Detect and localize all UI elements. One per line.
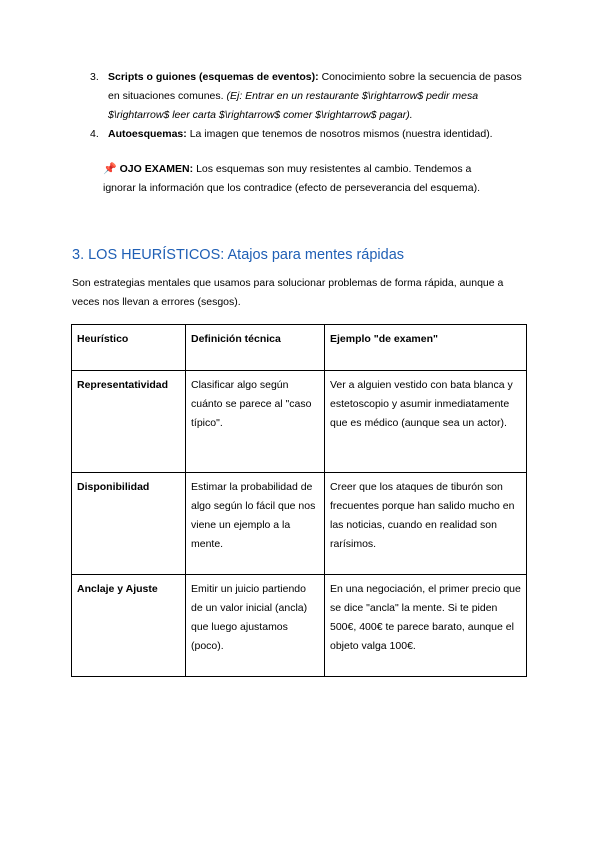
list-item-autoesquemas bbox=[90, 125, 530, 144]
example-cell: En una negociación, el primer precio que se dice "ancla" la mente. Si te piden 500€, 400€ te parece barato, aunque el objeto valga 100€. bbox=[325, 575, 527, 677]
table-row bbox=[72, 371, 527, 473]
exam-note-text: Los esquemas son muy resistentes al cambio. Tendemos a ignorar la información que los contradice (efecto de perseverancia del esquema). bbox=[103, 163, 481, 194]
heuristics-table bbox=[71, 324, 527, 677]
header-cell: Definición técnica bbox=[186, 325, 325, 371]
definition-cell: Clasificar algo según cuánto se parece al "caso típico". bbox=[186, 371, 325, 473]
pushpin-icon: 📌 bbox=[103, 163, 117, 175]
definition-cell: Emitir un juicio partiendo de un valor inicial (ancla) que luego ajustamos (poco). bbox=[186, 575, 325, 677]
list-item-title: Scripts o guiones (esquemas de eventos): bbox=[108, 71, 319, 83]
table-header-row bbox=[72, 325, 527, 371]
header-cell: Ejemplo "de examen" bbox=[325, 325, 527, 371]
heuristic-name-cell: Representatividad bbox=[72, 371, 186, 473]
table-row bbox=[72, 575, 527, 677]
list-number: 4. bbox=[90, 128, 99, 140]
exam-note bbox=[103, 160, 503, 198]
list-number: 3. bbox=[90, 71, 99, 83]
list-item-title: Autoesquemas: bbox=[108, 128, 187, 140]
table-row bbox=[72, 473, 527, 575]
example-cell: Ver a alguien vestido con bata blanca y estetoscopio y asumir inmediatamente que es médico (aunque sea un actor). bbox=[325, 371, 527, 473]
list-item-text: La imagen que tenemos de nosotros mismos (nuestra identidad). bbox=[189, 128, 493, 140]
section-heading: 3. LOS HEURÍSTICOS: Atajos para mentes rápidas bbox=[72, 247, 405, 263]
heuristic-name-cell: Anclaje y Ajuste bbox=[72, 575, 186, 677]
schema-types-list bbox=[90, 68, 530, 144]
list-item-text: Conocimiento sobre la secuencia de pasos en situaciones comunes. bbox=[108, 71, 522, 102]
list-item-scripts bbox=[90, 68, 530, 125]
definition-cell: Estimar la probabilidad de algo según lo fácil que nos viene un ejemplo a la mente. bbox=[186, 473, 325, 575]
exam-note-title: OJO EXAMEN: bbox=[119, 163, 194, 175]
header-cell: Heurístico bbox=[72, 325, 186, 371]
list-item-example: (Ej: Entrar en un restaurante $\rightarrow$ pedir mesa $\rightarrow$ leer carta $\rightarrow$ comer $\rightarrow$ pagar). bbox=[108, 90, 479, 121]
example-cell: Creer que los ataques de tiburón son frecuentes porque han salido mucho en las noticias, cuando en realidad son rarísimos. bbox=[325, 473, 527, 575]
heuristic-name-cell: Disponibilidad bbox=[72, 473, 186, 575]
section-intro: Son estrategias mentales que usamos para solucionar problemas de forma rápida, aunque a veces nos llevan a errores (sesgos). bbox=[72, 277, 504, 308]
